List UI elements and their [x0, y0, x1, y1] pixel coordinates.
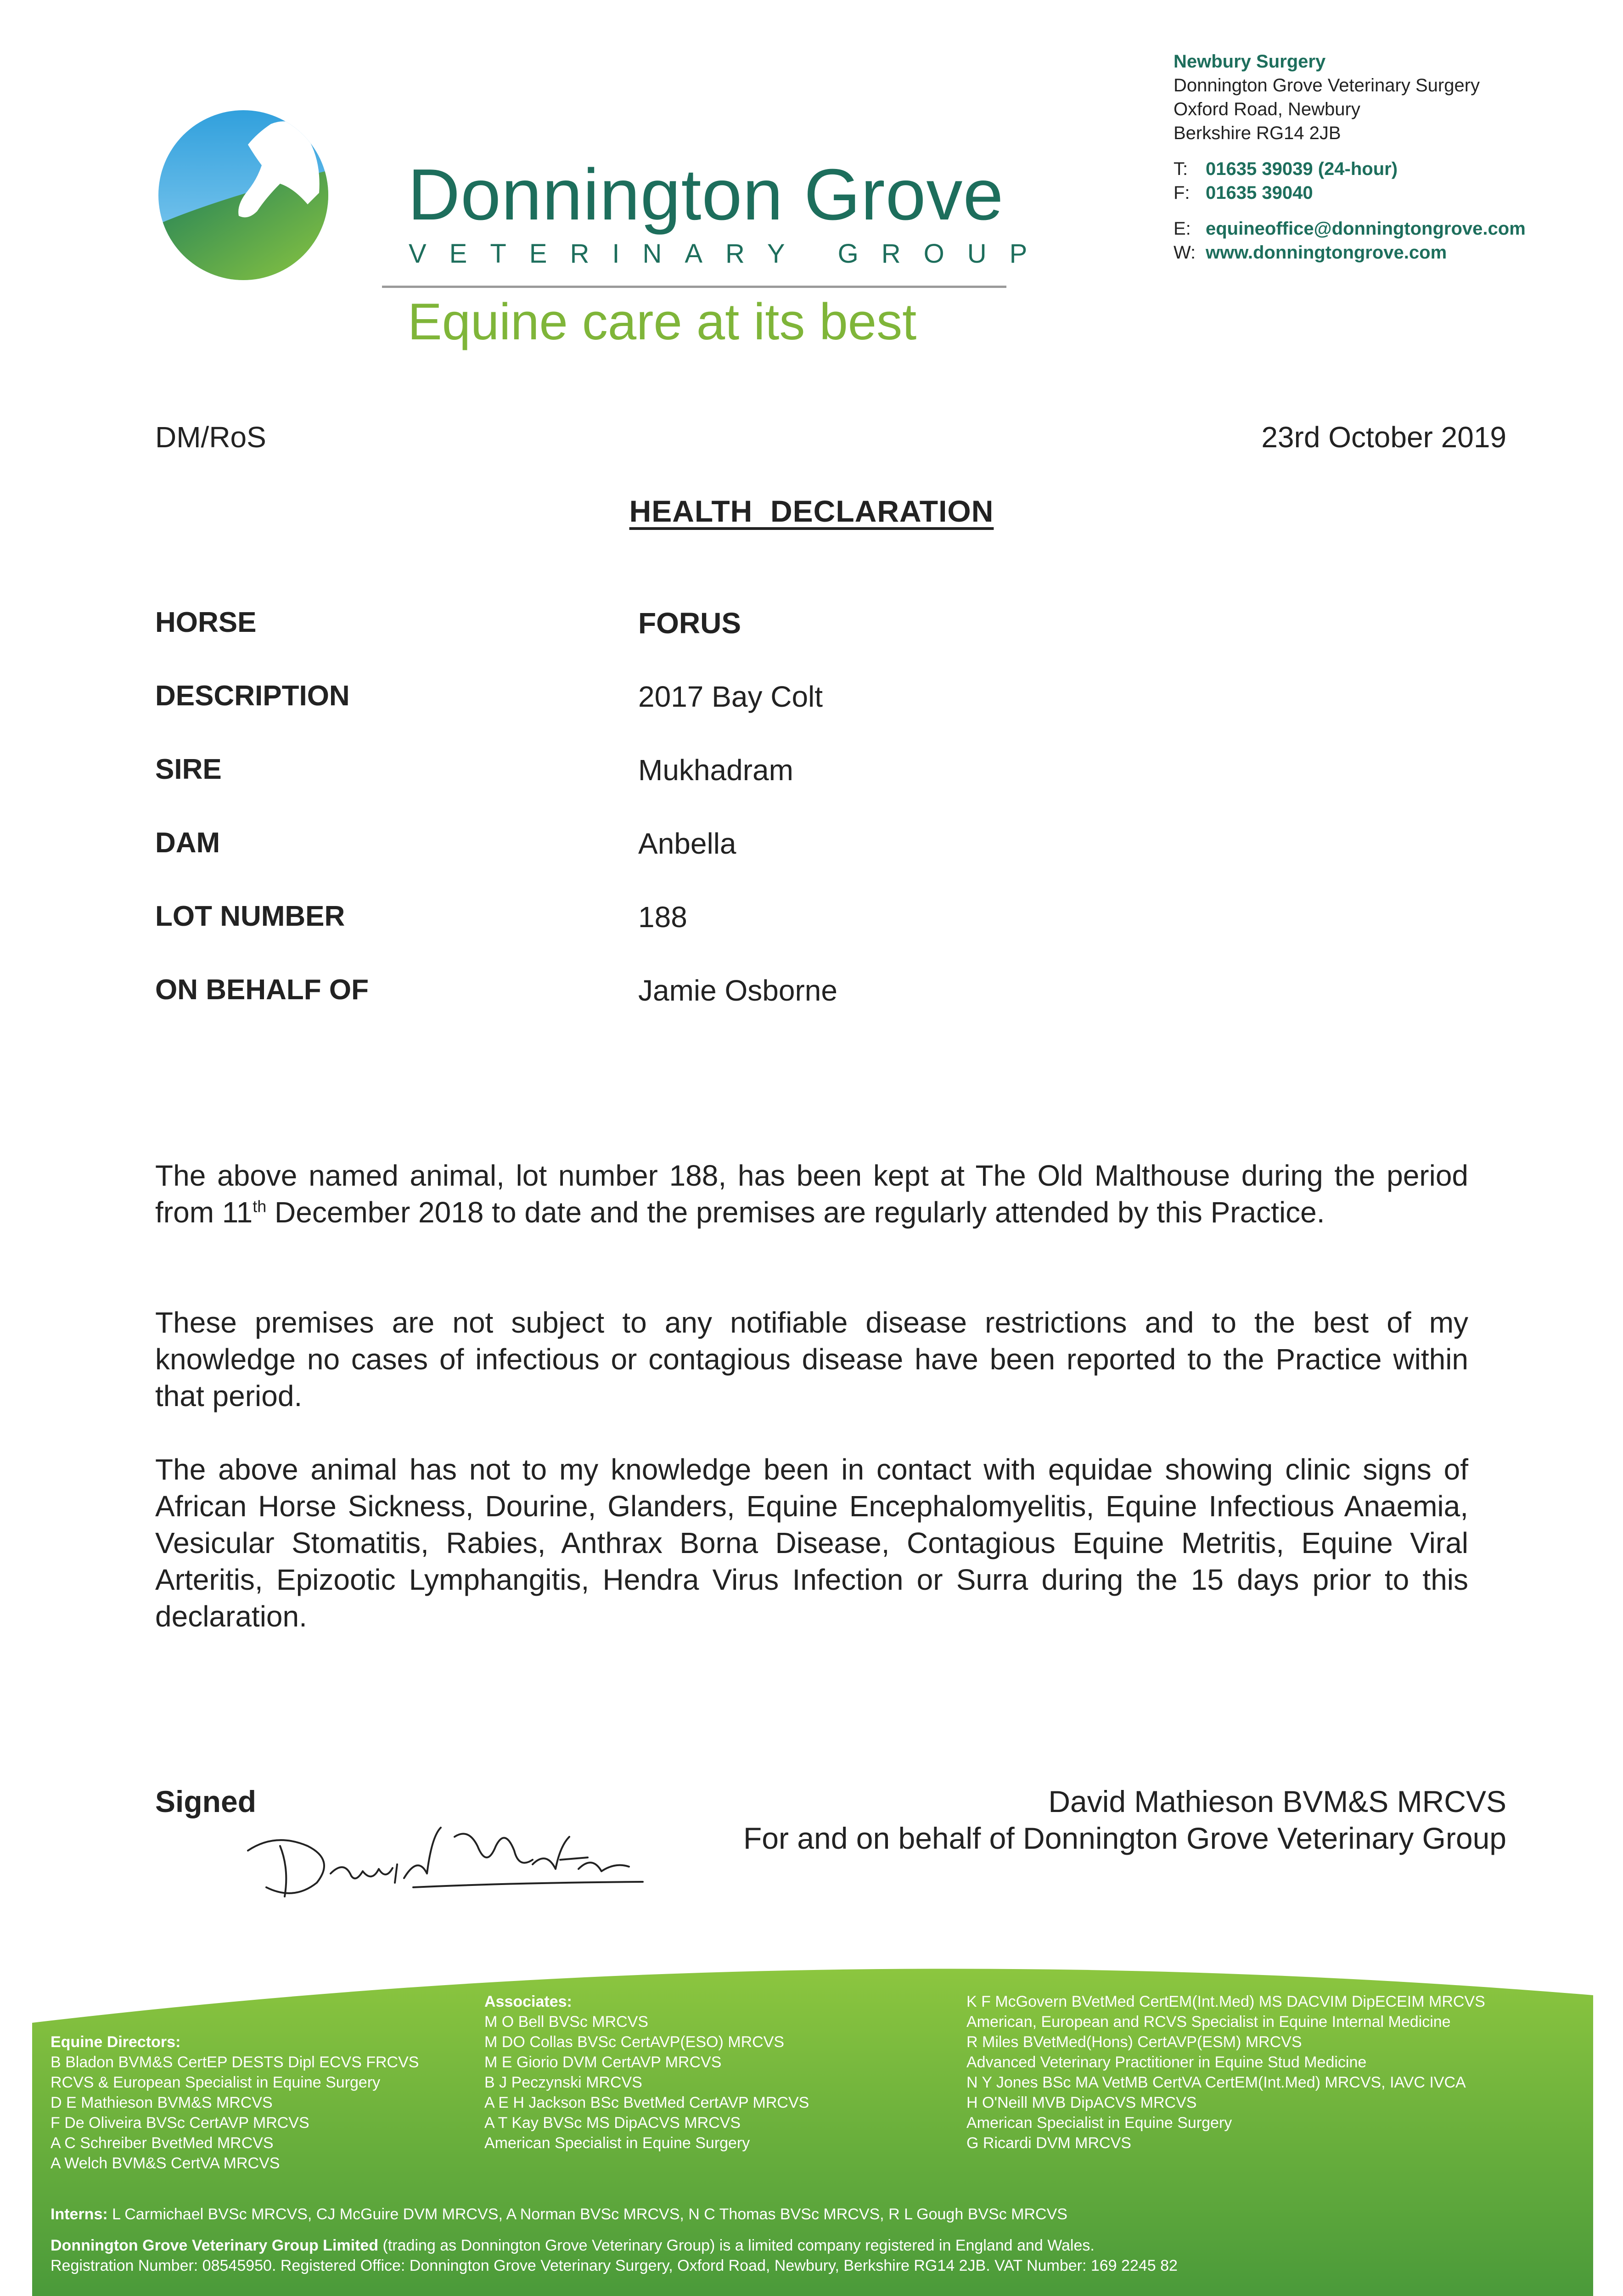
company-name: Donnington Grove Veterinary Group Limited — [51, 2237, 379, 2254]
footer-associates — [484, 1992, 809, 2153]
paragraph-text: December 2018 to date and the premises are regularly attended by this Practice. — [266, 1196, 1325, 1229]
associate-entry: American Specialist in Equine Surgery — [484, 2134, 750, 2152]
specialist-entry: G Ricardi DVM MRCVS — [966, 2134, 1131, 2152]
telephone-label: T: — [1174, 159, 1188, 179]
horse-head-logo-icon — [156, 106, 331, 285]
field-label-description: DESCRIPTION — [155, 680, 350, 712]
field-value-sire: Mukhadram — [638, 754, 793, 787]
website-link[interactable]: www.donningtongrove.com — [1206, 242, 1447, 263]
telephone-number[interactable]: 01635 39039 (24-hour) — [1206, 159, 1398, 179]
paragraph-restrictions: These premises are not subject to any notifiable disease restrictions and to the best of my knowledge no cases of infectious or contagious disease have been reported to the Practice within that period. — [155, 1306, 1468, 1412]
telephone-line — [1174, 157, 1526, 181]
signatory-name: David Mathieson BVM&S MRCVS — [1048, 1784, 1506, 1818]
directors-heading: Equine Directors: — [51, 2033, 181, 2051]
field-value-description: 2017 Bay Colt — [638, 680, 823, 713]
letter-date: 23rd October 2019 — [1261, 421, 1506, 454]
director-entry: A C Schreiber BvetMed MRCVS — [51, 2134, 274, 2152]
specialist-entry: K F McGovern BVetMed CertEM(Int.Med) MS DACVIM DipECEIM MRCVS — [966, 1993, 1485, 2010]
field-label-lot-number: LOT NUMBER — [155, 900, 345, 932]
ordinal-suffix: th — [253, 1197, 267, 1216]
email-link[interactable]: equineoffice@donningtongrove.com — [1206, 219, 1526, 239]
associate-entry: A T Kay BVSc MS DipACVS MRCVS — [484, 2114, 741, 2132]
surgery-name: Newbury Surgery — [1174, 51, 1326, 72]
address-line: Berkshire RG14 2JB — [1174, 123, 1341, 143]
fax-label: F: — [1174, 183, 1190, 203]
fax-line — [1174, 181, 1526, 205]
field-value-on-behalf-of: Jamie Osborne — [638, 974, 837, 1007]
director-entry: RCVS & European Specialist in Equine Surgery — [51, 2074, 381, 2091]
field-value-lot-number: 188 — [638, 900, 687, 934]
specialist-entry: American Specialist in Equine Surgery — [966, 2114, 1232, 2132]
signatory-behalf: For and on behalf of Donnington Grove Veterinary Group — [743, 1821, 1506, 1855]
associate-entry: M DO Collas BVSc CertAVP(ESO) MRCVS — [484, 2033, 785, 2051]
director-entry: B Bladon BVM&S CertEP DESTS Dipl ECVS FRCVS — [51, 2054, 419, 2071]
tagline: Equine care at its best — [408, 293, 917, 350]
signed-label: Signed — [155, 1784, 257, 1818]
field-value-dam: Anbella — [638, 827, 736, 860]
address-line: Donnington Grove Veterinary Surgery — [1174, 75, 1480, 96]
specialist-entry: American, European and RCVS Specialist in Equine Internal Medicine — [966, 2013, 1451, 2031]
email-line — [1174, 217, 1526, 241]
letter-reference: DM/RoS — [155, 421, 266, 454]
director-entry: F De Oliveira BVSc CertAVP MRCVS — [51, 2114, 309, 2132]
director-entry: D E Mathieson BVM&S MRCVS — [51, 2094, 273, 2111]
contact-block — [1174, 50, 1526, 264]
fax-number: 01635 39040 — [1206, 183, 1313, 203]
footer-company — [51, 2235, 1095, 2256]
footer-specialists — [966, 1992, 1485, 2153]
website-line — [1174, 241, 1526, 264]
associate-entry: A E H Jackson BSc BvetMed CertAVP MRCVS — [484, 2094, 809, 2111]
associate-entry: M O Bell BVSc MRCVS — [484, 2013, 649, 2031]
specialist-entry: N Y Jones BSc MA VetMB CertVA CertEM(Int.Med) MRCVS, IAVC IVCA — [966, 2074, 1466, 2091]
field-label-dam: DAM — [155, 827, 220, 859]
associate-entry: B J Peczynski MRCVS — [484, 2074, 642, 2091]
field-value-horse: FORUS — [638, 607, 741, 640]
document-title: HEALTH DECLARATION — [629, 494, 994, 528]
paragraph-contact: The above animal has not to my knowledge been in contact with equidae showing clinic signs of African Horse Sickness, Dourine, Glanders, Equine Encephalomyelitis, Equine Infectious Anaemia, Vesicular Stomatitis, Rabies, Anthrax Borna Disease, Contagious Equine Metritis, Equine Viral Arteritis, Epizootic Lymphangitis, Hendra Virus Infection or Surra during the 15 days prior to this declaration. — [155, 1453, 1468, 1633]
specialist-entry: Advanced Veterinary Practitioner in Equine Stud Medicine — [966, 2054, 1367, 2071]
associates-heading: Associates: — [484, 1993, 572, 2010]
director-entry: A Welch BVM&S CertVA MRCVS — [51, 2155, 280, 2172]
address-line: Oxford Road, Newbury — [1174, 99, 1360, 119]
footer-registration: Registration Number: 08545950. Registered Office: Donnington Grove Veterinary Surgery, Oxford Road, Newbury, Berkshire RG14 2JB. VAT Number: 169 2245 82 — [51, 2257, 1178, 2274]
field-label-horse: HORSE — [155, 607, 257, 638]
specialist-entry: H O'Neill MVB DipACVS MRCVS — [966, 2094, 1197, 2111]
paragraph-text: The above named animal, lot number 188, has been kept at The Old Malthouse during the period from 11 — [155, 1159, 1468, 1229]
interns-label: Interns: — [51, 2206, 108, 2223]
email-label: E: — [1174, 219, 1191, 239]
field-label-on-behalf-of: ON BEHALF OF — [155, 974, 369, 1006]
associate-entry: M E Giorio DVM CertAVP MRCVS — [484, 2054, 722, 2071]
paragraph-premises — [155, 1157, 1468, 1231]
brand-name: Donnington Grove — [408, 154, 1004, 235]
interns-list: L Carmichael BVSc MRCVS, CJ McGuire DVM MRCVS, A Norman BVSc MRCVS, N C Thomas BVSc MRCVS, R L Gough BVSc MRCVS — [107, 2206, 1067, 2223]
brand-divider — [382, 286, 1006, 288]
footer-directors — [51, 2032, 419, 2173]
website-label: W: — [1174, 242, 1196, 263]
brand-subtitle: VETERINARY GROUP — [409, 239, 1050, 269]
company-details: (trading as Donnington Grove Veterinary Group) is a limited company registered in England and Wales. — [378, 2237, 1095, 2254]
field-label-sire: SIRE — [155, 754, 222, 785]
specialist-entry: R Miles BVetMed(Hons) CertAVP(ESM) MRCVS — [966, 2033, 1302, 2051]
footer-interns — [51, 2204, 1067, 2224]
handwritten-signature — [239, 1818, 652, 1901]
